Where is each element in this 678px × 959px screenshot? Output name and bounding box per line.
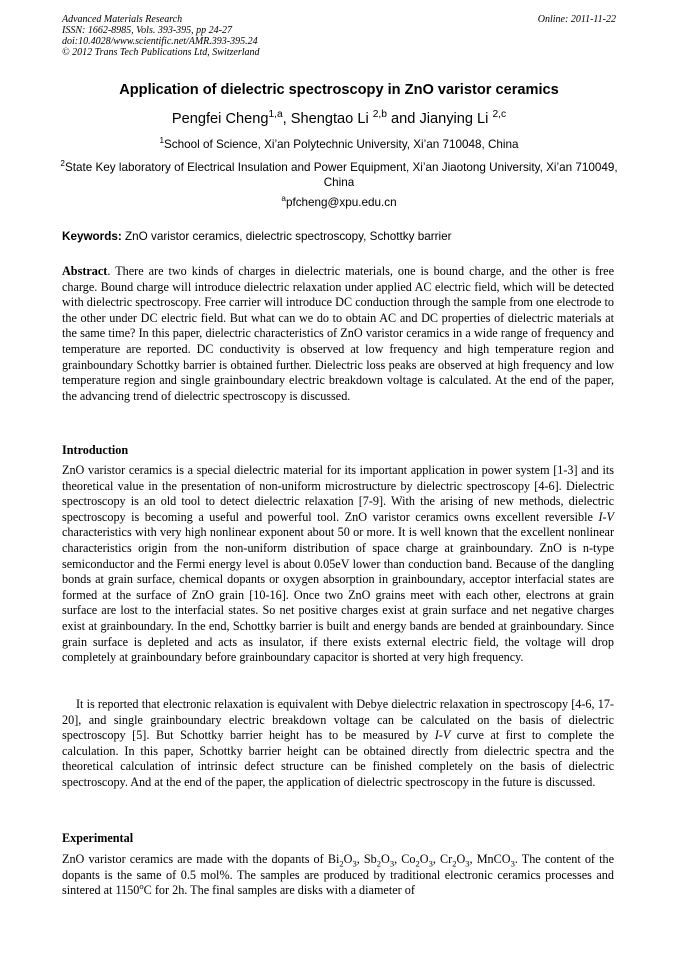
online-date: Online: 2011-11-22 <box>537 14 616 25</box>
journal-header <box>62 14 616 58</box>
subscript: 2 <box>339 858 344 869</box>
italic-term: I-V <box>598 509 614 524</box>
section-heading-experimental: Experimental <box>62 831 134 845</box>
paragraph-text: ZnO varistor ceramics are made with the dopants of Bi <box>62 852 340 866</box>
paragraph-text: It is reported that electronic relaxation is equivalent with Debye dielectric relaxation in spectroscopy [4-6, 17-20], and single grainboundary electric breakdown voltage can be calculated on the basis of dielectric spectroscopy [5]. But Schottky barrier height has to be measured by <box>62 697 614 743</box>
keywords <box>62 230 616 243</box>
paragraph-text: curve at first to complete the calculation. In this paper, Schottky barrier height can be obtained directly from dielectric spectra and the theoretical calculation of intrinsic defect structure can be finished completely on the basis of dielectric spectroscopy. And at the end of the paper, the application of dielectric spectroscopy in the future is discussed. <box>62 728 614 789</box>
paragraph-text: O <box>381 852 390 866</box>
affiliation-2 <box>58 160 620 190</box>
degree-superscript: o <box>139 881 144 892</box>
journal-doi: doi:10.4028/www.scientific.net/AMR.393-395.24 <box>62 36 258 47</box>
affiliation-1 <box>62 137 616 152</box>
abstract <box>62 264 614 404</box>
affiliation-text: State Key laboratory of Electrical Insulation and Power Equipment, Xi’an Jiaotong University, Xi’an 710049, China <box>64 161 618 189</box>
keywords-label: Keywords: <box>62 230 122 243</box>
subscript: 2 <box>415 858 420 869</box>
abstract-label: Abstract <box>62 264 108 278</box>
subscript: 3 <box>428 858 433 869</box>
subscript: 2 <box>376 858 382 869</box>
section-heading-introduction: Introduction <box>62 443 129 457</box>
affiliation-text: School of Science, Xi’an Polytechnic University, Xi’an 710048, China <box>164 138 519 151</box>
author-superscript: 1,a <box>268 109 283 121</box>
author-name: Pengfei Cheng <box>171 111 269 127</box>
author-superscript: 2,c <box>492 109 507 121</box>
journal-name: Advanced Materials Research <box>62 14 183 25</box>
journal-copyright: © 2012 Trans Tech Publications Ltd, Switzerland <box>62 47 260 58</box>
affiliation-superscript: 2 <box>60 159 65 169</box>
paragraph-text: ZnO varistor ceramics is a special dielectric material for its important application in power system [1-3] and its theoretical value in the presentation of non-uniform microstructure by dielectric spectroscopy [4-6]. Dielectric spectroscopy is an old tool to detect dielectric relaxation [7-9]. With the arising of new methods, dielectric spectroscopy is becoming a useful and powerful tool. ZnO varistor ceramics owns excellent reversible <box>62 463 614 524</box>
paragraph-text: . The content of the dopants is the same of 0.5 mol%. The samples are produced by traditional electronic ceramics processes and sintered at 1150 <box>62 852 614 898</box>
paragraph-text: C for 2h. The final samples are disks with a diameter of <box>143 883 415 898</box>
paragraph-text: , Cr <box>432 852 453 866</box>
paper-title: Application of dielectric spectroscopy in ZnO varistor ceramics <box>119 82 559 98</box>
paragraph-text: O <box>456 852 466 866</box>
introduction-paragraph-2 <box>62 697 614 791</box>
paragraph-text: O <box>343 852 353 866</box>
author-name: Shengtao Li <box>290 111 373 127</box>
subscript: 3 <box>465 858 470 869</box>
subscript: 3 <box>389 858 395 869</box>
italic-term: I-V <box>434 728 451 743</box>
paragraph-text: characteristics with very high nonlinear exponent about 50 or more. It is well known that the excellent nonlinear characteristics origin from the non-uniform distribution of space charge at grainboundary. ZnO is n-type semiconductor and the Fermi energy level is about 0.05eV lower than conduction band. Because of the dangling bonds at grain surface, chemical dopants or oxygen absorption in grainboundary, acceptor interfacial states are formed at the surface of ZnO grain [10-16]. Once two ZnO grains meet with each other, electrons at grain surface are lost to the interfacial states. So net positive charges exist at grain surface and net negative charges exist at grainboundary. In the end, Schottky barrier is built and energy bands are bended at grainboundary. Since grain surface is depleted and acts as insulator, if there exists external electric field, the voltage will drop completely at grainboundary before grainboundary capacitor is shorted at very high frequency. <box>62 525 614 665</box>
author-email <box>62 195 616 210</box>
experimental-paragraph <box>62 852 614 899</box>
author-list <box>40 111 638 127</box>
subscript: 3 <box>352 858 357 869</box>
subscript: 2 <box>452 858 457 869</box>
author-separator: and <box>386 111 420 127</box>
paragraph-text: , MnCO <box>469 852 511 866</box>
subscript: 3 <box>510 858 515 869</box>
keywords-text: ZnO varistor ceramics, dielectric spectroscopy, Schottky barrier <box>121 230 452 243</box>
author-superscript: 2,b <box>372 109 387 121</box>
affiliation-superscript: 1 <box>159 136 165 146</box>
introduction-paragraph-1 <box>62 463 614 666</box>
paragraph-text: , Sb <box>356 852 377 866</box>
email-text: pfcheng@xpu.edu.cn <box>285 196 397 209</box>
paragraph-text: , Co <box>394 852 416 866</box>
author-name: Jianying Li <box>419 111 493 127</box>
author-separator: , <box>282 111 291 127</box>
paragraph-text: O <box>419 852 429 866</box>
abstract-text: . There are two kinds of charges in dielectric materials, one is bound charge, and the other is free charge. Bound charge will introduce dielectric relaxation under applied AC electric field, which will be detected with dielectric spectroscopy. Free carrier will introduce DC conduction through the sample from one electrode to the other under DC electric field. But what can we do to obtain AC and DC properties of dielectric materials at the same time? In this paper, dielectric characteristics of ZnO varistor ceramics in a wide range of frequency and temperature are reported. DC conductivity is observed at low frequency and high temperature region and grainboundary Schottky barrier is obtained further. Dielectric loss peaks are observed at high frequency and low temperature region and single grainboundary electric breakdown voltage is calculated. At the end of the paper, the advancing trend of dielectric spectroscopy is discussed. <box>62 264 614 403</box>
journal-issn: ISSN: 1662-8985, Vols. 393-395, pp 24-27 <box>62 25 232 36</box>
email-superscript: a <box>281 194 286 204</box>
